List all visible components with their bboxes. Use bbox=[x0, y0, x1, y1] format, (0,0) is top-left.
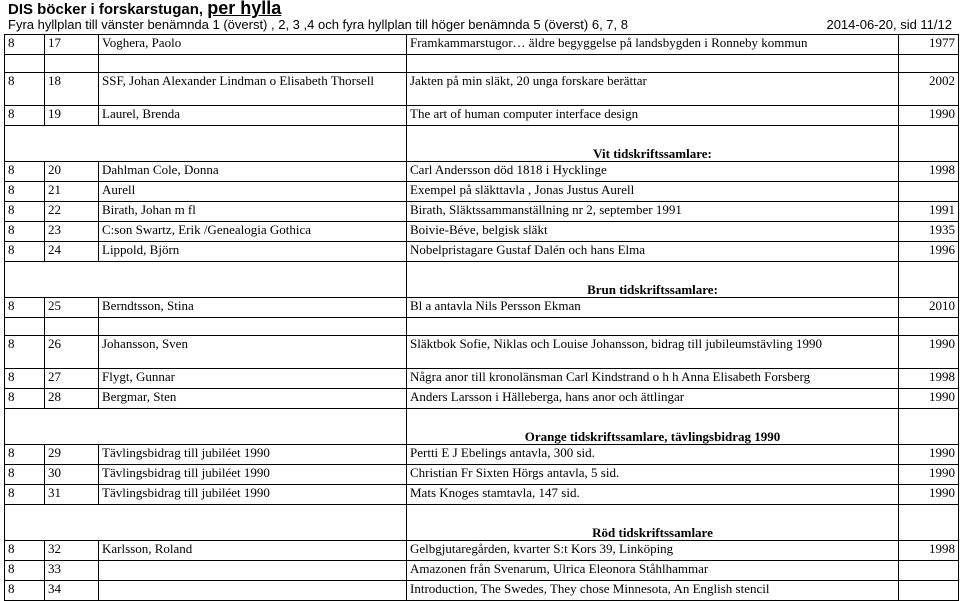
page-title-prefix: DIS böcker i forskarstugan, bbox=[8, 1, 208, 18]
number-cell: 23 bbox=[45, 222, 99, 242]
section-row bbox=[5, 126, 959, 162]
number-cell: 26 bbox=[45, 336, 99, 369]
section-heading: Orange tidskriftssamlare, tävlingsbidrag 1990 bbox=[524, 429, 781, 444]
book-table bbox=[4, 34, 959, 601]
number-cell: 19 bbox=[45, 106, 99, 126]
table-row bbox=[5, 336, 959, 369]
number-cell: 27 bbox=[45, 369, 99, 389]
author-cell: Aurell bbox=[99, 182, 407, 202]
number-cell: 25 bbox=[45, 298, 99, 318]
spacer-row bbox=[5, 318, 959, 336]
table-row bbox=[5, 182, 959, 202]
shelf-cell: 8 bbox=[5, 242, 45, 262]
author-cell: Flygt, Gunnar bbox=[99, 369, 407, 389]
title-cell: Släktbok Sofie, Niklas och Louise Johansson, bidrag till jubileumstävling 1990 bbox=[407, 336, 899, 369]
year-cell: 1990 bbox=[899, 445, 959, 465]
section-heading: Röd tidskriftssamlare bbox=[592, 525, 713, 540]
number-cell: 24 bbox=[45, 242, 99, 262]
author-cell bbox=[99, 581, 407, 601]
shelf-cell: 8 bbox=[5, 561, 45, 581]
author-cell: SSF, Johan Alexander Lindman o Elisabeth Thorsell bbox=[99, 73, 407, 106]
year-cell: 1996 bbox=[899, 242, 959, 262]
title-cell: Gelbgjutaregården, kvarter S:t Kors 39, Linköping bbox=[407, 541, 899, 561]
author-cell: Dahlman Cole, Donna bbox=[99, 162, 407, 182]
section-heading: Brun tidskriftssamlare: bbox=[587, 282, 718, 297]
title-cell: Carl Andersson död 1818 i Hycklinge bbox=[407, 162, 899, 182]
year-cell: 1991 bbox=[899, 202, 959, 222]
author-cell: Birath, Johan m fl bbox=[99, 202, 407, 222]
table-row bbox=[5, 369, 959, 389]
year-cell: 1990 bbox=[899, 106, 959, 126]
year-cell bbox=[899, 182, 959, 202]
book-table-body bbox=[5, 35, 959, 601]
year-cell: 1935 bbox=[899, 222, 959, 242]
page-subtitle: Fyra hyllplan till vänster benämnda 1 (överst) , 2, 3 ,4 och fyra hyllplan till höger benämnda 5 (överst) 6, 7, 8 bbox=[8, 17, 628, 32]
spacer-row bbox=[5, 55, 959, 73]
author-cell: Johansson, Sven bbox=[99, 336, 407, 369]
title-cell: Framkammarstugor… äldre begyggelse på landsbygden i Ronneby kommun bbox=[407, 35, 899, 55]
table-row bbox=[5, 162, 959, 182]
year-cell: 1998 bbox=[899, 369, 959, 389]
table-row bbox=[5, 541, 959, 561]
title-cell: The art of human computer interface design bbox=[407, 106, 899, 126]
number-cell: 17 bbox=[45, 35, 99, 55]
year-cell bbox=[899, 581, 959, 601]
table-row bbox=[5, 389, 959, 409]
author-cell: Berndtsson, Stina bbox=[99, 298, 407, 318]
table-row bbox=[5, 561, 959, 581]
number-cell: 34 bbox=[45, 581, 99, 601]
title-cell: Nobelpristagare Gustaf Dalén och hans Elma bbox=[407, 242, 899, 262]
year-cell: 1998 bbox=[899, 541, 959, 561]
title-cell: Boivie-Béve, belgisk släkt bbox=[407, 222, 899, 242]
title-cell: Amazonen från Svenarum, Ulrica Eleonora Ståhlhammar bbox=[407, 561, 899, 581]
table-row bbox=[5, 73, 959, 106]
author-cell: C:son Swartz, Erik /Genealogia Gothica bbox=[99, 222, 407, 242]
title-cell: Introduction, The Swedes, They chose Minnesota, An English stencil bbox=[407, 581, 899, 601]
shelf-cell: 8 bbox=[5, 389, 45, 409]
author-cell: Karlsson, Roland bbox=[99, 541, 407, 561]
title-cell: Christian Fr Sixten Hörgs antavla, 5 sid. bbox=[407, 465, 899, 485]
number-cell: 31 bbox=[45, 485, 99, 505]
shelf-cell: 8 bbox=[5, 298, 45, 318]
title-cell: Några anor till kronolänsman Carl Kindstrand o h h Anna Elisabeth Forsberg bbox=[407, 369, 899, 389]
title-cell: Bl a antavla Nils Persson Ekman bbox=[407, 298, 899, 318]
number-cell: 22 bbox=[45, 202, 99, 222]
author-cell: Laurel, Brenda bbox=[99, 106, 407, 126]
table-row bbox=[5, 35, 959, 55]
author-cell: Voghera, Paolo bbox=[99, 35, 407, 55]
author-cell bbox=[99, 561, 407, 581]
table-row bbox=[5, 465, 959, 485]
year-cell: 1990 bbox=[899, 465, 959, 485]
shelf-cell: 8 bbox=[5, 222, 45, 242]
year-cell: 1990 bbox=[899, 336, 959, 369]
page-title-emphasis: per hylla bbox=[207, 0, 282, 18]
table-row bbox=[5, 298, 959, 318]
shelf-cell: 8 bbox=[5, 369, 45, 389]
year-cell: 1998 bbox=[899, 162, 959, 182]
shelf-cell: 8 bbox=[5, 106, 45, 126]
number-cell: 29 bbox=[45, 445, 99, 465]
table-row bbox=[5, 242, 959, 262]
section-row bbox=[5, 505, 959, 541]
section-row bbox=[5, 409, 959, 445]
number-cell: 21 bbox=[45, 182, 99, 202]
year-cell: 1990 bbox=[899, 485, 959, 505]
title-cell: Exempel på släkttavla , Jonas Justus Aurell bbox=[407, 182, 899, 202]
shelf-cell: 8 bbox=[5, 541, 45, 561]
table-row bbox=[5, 202, 959, 222]
year-cell: 2002 bbox=[899, 73, 959, 106]
year-cell bbox=[899, 561, 959, 581]
author-cell: Tävlingsbidrag till jubiléet 1990 bbox=[99, 465, 407, 485]
section-heading: Vit tidskriftssamlare: bbox=[593, 146, 712, 161]
number-cell: 28 bbox=[45, 389, 99, 409]
author-cell: Tävlingsbidrag till jubiléet 1990 bbox=[99, 485, 407, 505]
shelf-cell: 8 bbox=[5, 73, 45, 106]
shelf-cell: 8 bbox=[5, 485, 45, 505]
shelf-cell: 8 bbox=[5, 445, 45, 465]
table-row bbox=[5, 445, 959, 465]
number-cell: 30 bbox=[45, 465, 99, 485]
number-cell: 32 bbox=[45, 541, 99, 561]
table-row bbox=[5, 485, 959, 505]
shelf-cell: 8 bbox=[5, 182, 45, 202]
page-date: 2014-06-20, sid 11/12 bbox=[826, 17, 952, 32]
table-row bbox=[5, 222, 959, 242]
number-cell: 18 bbox=[45, 73, 99, 106]
table-row bbox=[5, 106, 959, 126]
year-cell: 1977 bbox=[899, 35, 959, 55]
title-cell: Pertti E J Ebelings antavla, 300 sid. bbox=[407, 445, 899, 465]
shelf-cell: 8 bbox=[5, 35, 45, 55]
shelf-cell: 8 bbox=[5, 162, 45, 182]
title-cell: Mats Knoges stamtavla, 147 sid. bbox=[407, 485, 899, 505]
year-cell: 1990 bbox=[899, 389, 959, 409]
author-cell: Bergmar, Sten bbox=[99, 389, 407, 409]
title-cell: Birath, Släktssammanställning nr 2, september 1991 bbox=[407, 202, 899, 222]
table-row bbox=[5, 581, 959, 601]
shelf-cell: 8 bbox=[5, 581, 45, 601]
author-cell: Lippold, Björn bbox=[99, 242, 407, 262]
section-row bbox=[5, 262, 959, 298]
shelf-cell: 8 bbox=[5, 202, 45, 222]
title-cell: Jakten på min släkt, 20 unga forskare berättar bbox=[407, 73, 899, 106]
number-cell: 20 bbox=[45, 162, 99, 182]
shelf-cell: 8 bbox=[5, 336, 45, 369]
title-cell: Anders Larsson i Hälleberga, hans anor och ättlingar bbox=[407, 389, 899, 409]
year-cell: 2010 bbox=[899, 298, 959, 318]
author-cell: Tävlingsbidrag till jubiléet 1990 bbox=[99, 445, 407, 465]
shelf-cell: 8 bbox=[5, 465, 45, 485]
number-cell: 33 bbox=[45, 561, 99, 581]
